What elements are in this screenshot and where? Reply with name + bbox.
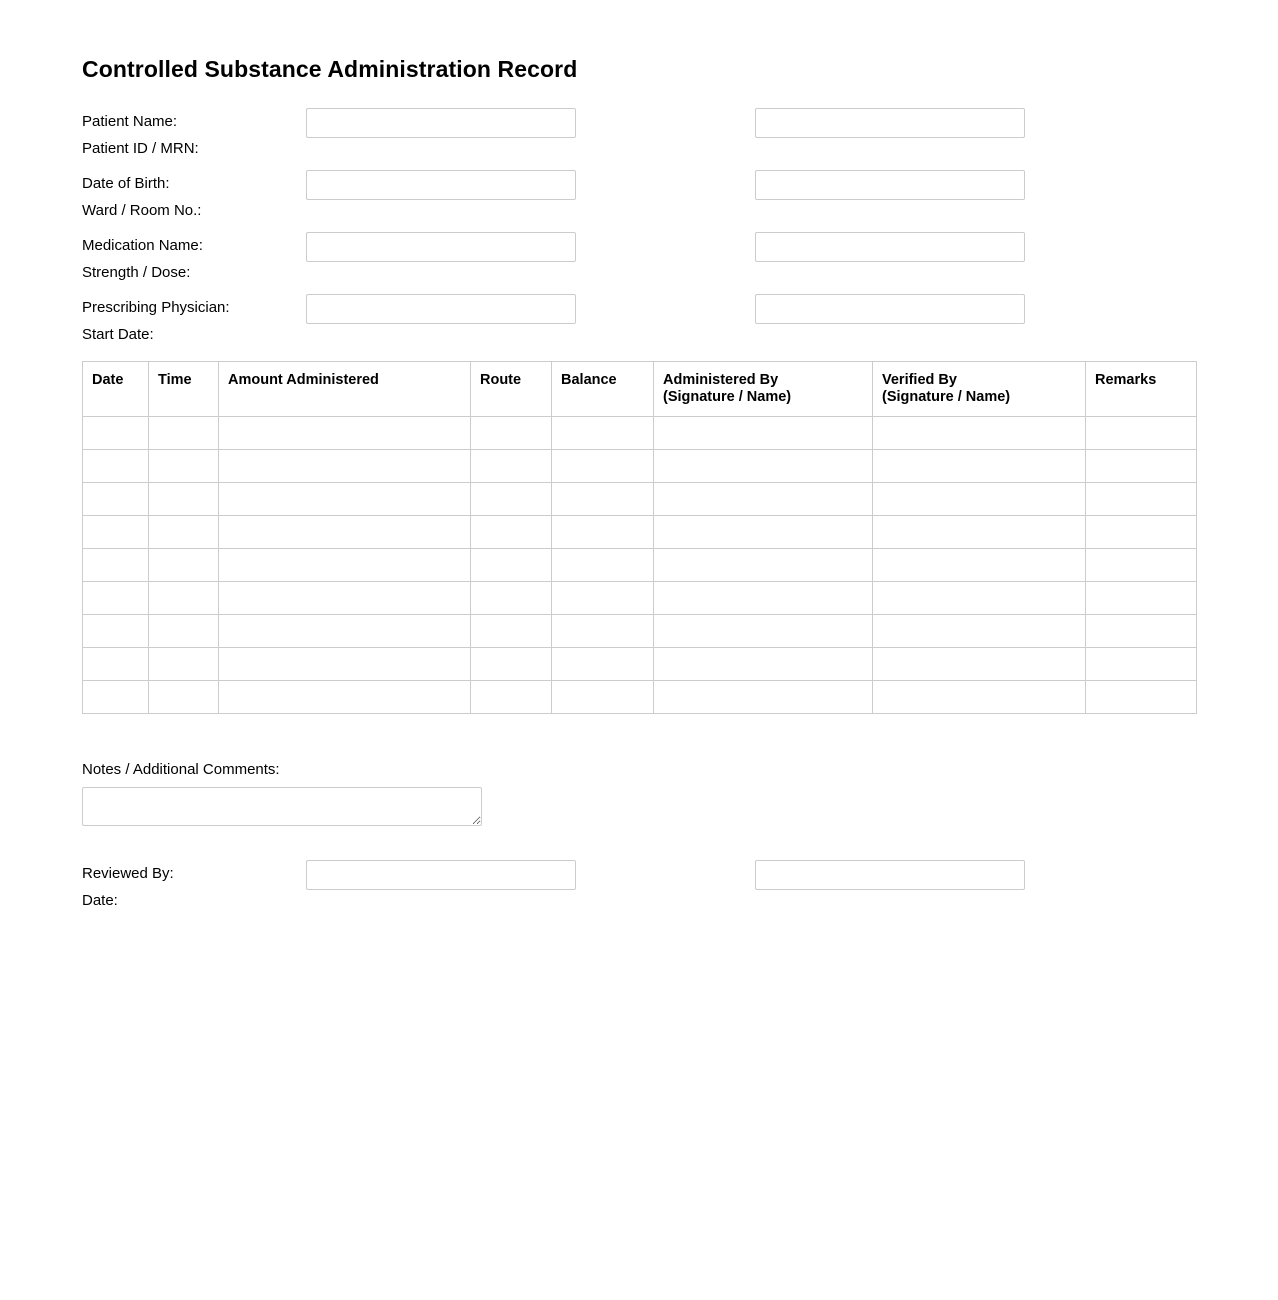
table-cell-time[interactable]: [149, 615, 219, 648]
table-cell-route[interactable]: [471, 516, 552, 549]
table-row[interactable]: [83, 648, 1197, 681]
table-cell-date[interactable]: [83, 681, 149, 714]
table-cell-route[interactable]: [471, 681, 552, 714]
table-cell-verified[interactable]: [873, 648, 1086, 681]
date-of-birth-input[interactable]: [306, 170, 576, 200]
table-cell-balance[interactable]: [552, 516, 654, 549]
table-cell-balance[interactable]: [552, 450, 654, 483]
table-cell-amount[interactable]: [219, 516, 471, 549]
table-cell-admin[interactable]: [654, 417, 873, 450]
table-header: [83, 362, 1197, 417]
table-cell-amount[interactable]: [219, 681, 471, 714]
table-cell-remarks[interactable]: [1086, 549, 1197, 582]
table-cell-balance[interactable]: [552, 582, 654, 615]
column-header-administered-by-line2: (Signature / Name): [663, 389, 792, 405]
table-row[interactable]: [83, 681, 1197, 714]
table-cell-verified[interactable]: [873, 615, 1086, 648]
table-row[interactable]: [83, 615, 1197, 648]
table-cell-balance[interactable]: [552, 648, 654, 681]
label-medication-name: Medication Name:: [82, 237, 203, 254]
table-cell-verified[interactable]: [873, 450, 1086, 483]
table-cell-route[interactable]: [471, 450, 552, 483]
table-cell-verified[interactable]: [873, 549, 1086, 582]
table-cell-amount[interactable]: [219, 615, 471, 648]
column-header-administered-by-line1: Administered By: [663, 372, 779, 388]
table-row[interactable]: [83, 450, 1197, 483]
table-cell-amount[interactable]: [219, 450, 471, 483]
form-row: [82, 166, 1026, 228]
column-header-time-line1: Time: [158, 372, 192, 388]
label-ward-room-no: Ward / Room No.:: [82, 202, 202, 219]
strength-dose-input[interactable]: [755, 232, 1025, 262]
table-cell-route[interactable]: [471, 483, 552, 516]
table-cell-amount[interactable]: [219, 483, 471, 516]
table-cell-balance[interactable]: [552, 681, 654, 714]
table-cell-admin[interactable]: [654, 450, 873, 483]
column-header-verified-by-line1: Verified By: [882, 372, 957, 388]
table-cell-verified[interactable]: [873, 582, 1086, 615]
table-cell-time[interactable]: [149, 681, 219, 714]
notes-label: Notes / Additional Comments:: [82, 761, 280, 778]
table-row[interactable]: [83, 417, 1197, 450]
review-date-input[interactable]: [755, 860, 1025, 890]
table-cell-amount[interactable]: [219, 417, 471, 450]
label-date-of-birth: Date of Birth:: [82, 175, 170, 192]
table-cell-verified[interactable]: [873, 681, 1086, 714]
reviewed-by-input[interactable]: [306, 860, 576, 890]
table-cell-date[interactable]: [83, 549, 149, 582]
table-cell-date[interactable]: [83, 483, 149, 516]
form-row: [82, 228, 1026, 290]
table-cell-verified[interactable]: [873, 417, 1086, 450]
column-header-verified-by-line2: (Signature / Name): [882, 389, 1011, 405]
start-date-input[interactable]: [755, 294, 1025, 324]
table-cell-remarks[interactable]: [1086, 681, 1197, 714]
table-cell-balance[interactable]: [552, 549, 654, 582]
label-review-date: Date:: [82, 892, 118, 909]
table-cell-route[interactable]: [471, 582, 552, 615]
patient-name-input[interactable]: [306, 108, 576, 138]
table-cell-verified[interactable]: [873, 516, 1086, 549]
column-header-administered-by: [654, 362, 873, 417]
table-row[interactable]: [83, 516, 1197, 549]
column-header-balance-line1: Balance: [561, 372, 617, 388]
table-header-row: [83, 362, 1197, 417]
table-cell-balance[interactable]: [552, 483, 654, 516]
table-cell-time[interactable]: [149, 417, 219, 450]
table-cell-admin[interactable]: [654, 582, 873, 615]
column-header-remarks: [1086, 362, 1197, 417]
table-row[interactable]: [83, 483, 1197, 516]
patient-id-mrn-input[interactable]: [755, 108, 1025, 138]
administration-log-table: [82, 361, 1197, 714]
label-prescribing-physician: Prescribing Physician:: [82, 299, 230, 316]
table-cell-remarks[interactable]: [1086, 417, 1197, 450]
table-cell-remarks[interactable]: [1086, 450, 1197, 483]
table-cell-amount[interactable]: [219, 549, 471, 582]
label-start-date: Start Date:: [82, 326, 154, 343]
patient-details-section: [82, 104, 1026, 352]
table-cell-time[interactable]: [149, 516, 219, 549]
form-row: [82, 290, 1026, 352]
table-cell-remarks[interactable]: [1086, 516, 1197, 549]
table-cell-route[interactable]: [471, 549, 552, 582]
ward-room-no-input[interactable]: [755, 170, 1025, 200]
table-cell-admin[interactable]: [654, 549, 873, 582]
table-body: [83, 417, 1197, 714]
table-cell-time[interactable]: [149, 450, 219, 483]
label-patient-id-mrn: Patient ID / MRN:: [82, 140, 199, 157]
table-cell-date[interactable]: [83, 450, 149, 483]
notes-section: [82, 760, 482, 826]
table-cell-time[interactable]: [149, 483, 219, 516]
table-cell-amount[interactable]: [219, 648, 471, 681]
column-header-date: [83, 362, 149, 417]
label-reviewed-by: Reviewed By:: [82, 865, 174, 882]
column-header-remarks-line1: Remarks: [1095, 372, 1157, 388]
table-cell-date[interactable]: [83, 417, 149, 450]
table-cell-time[interactable]: [149, 582, 219, 615]
review-section: [82, 856, 1026, 909]
table-cell-date[interactable]: [83, 582, 149, 615]
form-row: [82, 104, 1026, 166]
table-cell-amount[interactable]: [219, 582, 471, 615]
table-cell-admin[interactable]: [654, 483, 873, 516]
table-cell-verified[interactable]: [873, 483, 1086, 516]
table-cell-route[interactable]: [471, 615, 552, 648]
table-cell-time[interactable]: [149, 648, 219, 681]
table-cell-route[interactable]: [471, 648, 552, 681]
column-header-balance: [552, 362, 654, 417]
table-cell-balance[interactable]: [552, 615, 654, 648]
prescribing-physician-input[interactable]: [306, 294, 576, 324]
notes-textarea[interactable]: [82, 787, 482, 826]
table-cell-admin[interactable]: [654, 648, 873, 681]
table-cell-date[interactable]: [83, 516, 149, 549]
table-cell-remarks[interactable]: [1086, 648, 1197, 681]
table-row[interactable]: [83, 582, 1197, 615]
column-header-route: [471, 362, 552, 417]
column-header-time: [149, 362, 219, 417]
column-header-amount-line1: Amount Administered: [228, 372, 379, 388]
label-patient-name: Patient Name:: [82, 113, 178, 130]
table-cell-admin[interactable]: [654, 516, 873, 549]
table-cell-remarks[interactable]: [1086, 483, 1197, 516]
column-header-route-line1: Route: [480, 372, 522, 388]
table-cell-admin[interactable]: [654, 615, 873, 648]
medication-name-input[interactable]: [306, 232, 576, 262]
column-header-amount-administered: [219, 362, 471, 417]
table-cell-remarks[interactable]: [1086, 615, 1197, 648]
table-cell-date[interactable]: [83, 648, 149, 681]
column-header-date-line1: Date: [92, 372, 124, 388]
page-title: Controlled Substance Administration Record: [82, 56, 578, 82]
table-cell-balance[interactable]: [552, 417, 654, 450]
table-cell-date[interactable]: [83, 615, 149, 648]
label-strength-dose: Strength / Dose:: [82, 264, 191, 281]
table-cell-route[interactable]: [471, 417, 552, 450]
table-cell-remarks[interactable]: [1086, 582, 1197, 615]
table-cell-admin[interactable]: [654, 681, 873, 714]
table-cell-time[interactable]: [149, 549, 219, 582]
table-row[interactable]: [83, 549, 1197, 582]
column-header-verified-by: [873, 362, 1086, 417]
